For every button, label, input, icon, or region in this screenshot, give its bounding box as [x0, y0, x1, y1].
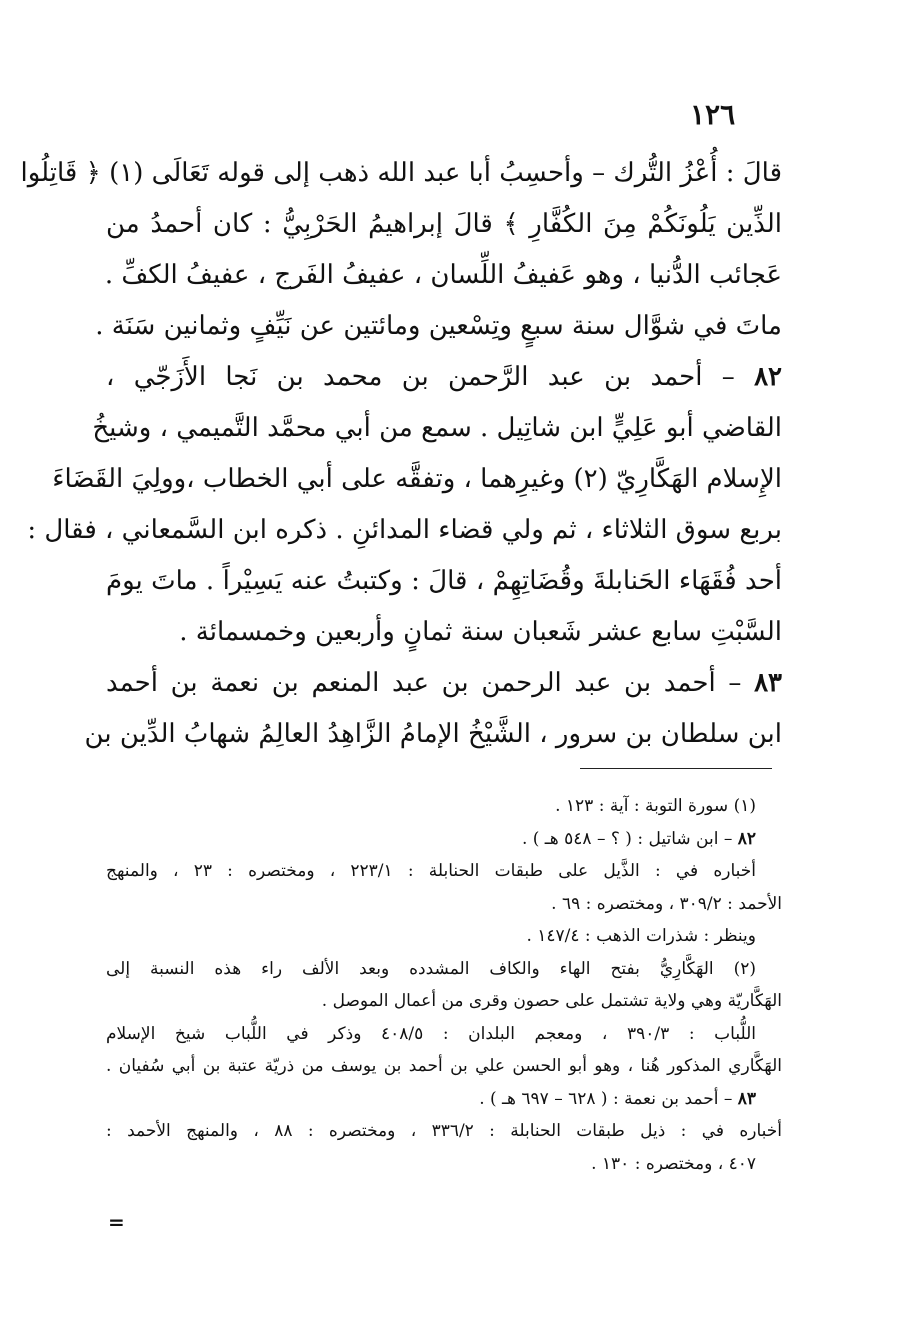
- main-text-content: قالَ : أُعْزُ التُّرك – وأحسِبُ أبا عبد الله ذهب إلى قوله تَعَالَى (١) ﴿ قَاتِلُوا: [20, 158, 782, 188]
- footnote-line: [106, 790, 782, 823]
- footnote-line: [106, 1148, 782, 1181]
- entry-number: ٨٣: [754, 668, 782, 698]
- footnote-content: وينظر : شذرات الذهب : ١٤٧/٤ .: [526, 926, 756, 946]
- footnote-line: [106, 985, 782, 1018]
- main-text-line: [92, 403, 782, 454]
- footnote-line: [106, 1050, 782, 1083]
- main-text-content: بربع سوق الثلاثاء ، ثم ولي قضاء المدائنِ . ذكره ابن السَّمعاني ، فقال :: [27, 515, 782, 545]
- footnote-line: [106, 888, 782, 921]
- main-text-line: [106, 250, 782, 301]
- main-text-line: [95, 301, 782, 352]
- footnote-entry-number: ٨٢: [737, 828, 756, 849]
- page-number: ١٢٦: [690, 98, 736, 131]
- main-text: [20, 148, 782, 760]
- footnote-content: الهَكَّاري المذكور هُنا ، وهو أبو الحسن علي بن أحمد بن يوسف من ذريّة عتبة بن أبي سُفيان .: [106, 1056, 782, 1076]
- main-text-content: ابن سلطان بن سرور ، الشَّيْخُ الإمامُ الزَّاهِدُ العالِمُ شهابُ الدِّين بن: [84, 719, 782, 749]
- footnote-content: أخباره في : ذيل طبقات الحنابلة : ٣٣٦/٢ ، ومختصره : ٨٨ ، والمنهج الأحمد :: [106, 1121, 783, 1141]
- footnote-line: [106, 953, 782, 986]
- footnote-content: الأحمد : ٣٠٩/٢ ، ومختصره : ٦٩ .: [551, 893, 782, 914]
- main-text-content: القاضي أبو عَلِيٍّ ابن شاتِيل . سمع من أبي محمَّد التَّميمي ، وشيخُ: [92, 413, 782, 443]
- footnote-content: (١) سورة التوبة : آية : ١٢٣ .: [555, 796, 756, 816]
- main-text-line: [106, 199, 782, 250]
- main-text-line: [106, 556, 782, 607]
- main-text-line: [27, 505, 782, 556]
- footnote-content: أخباره في : الذَّيل على طبقات الحنابلة : ٢٢٣/١ ، ومختصره : ٢٣ ، والمنهج: [106, 861, 756, 881]
- footnote-line: [106, 1115, 782, 1148]
- main-text-content: – أحمد بن عبد الرحمن بن عبد المنعم بن نعمة بن أحمد: [106, 668, 755, 698]
- footnote-divider: [580, 768, 772, 769]
- footnote-line: [106, 1018, 782, 1051]
- main-text-content: عَجائب الدُّنيا ، وهو عَفيفُ اللِّسان ، عفيفُ الفَرج ، عفيفُ الكفِّ .: [104, 260, 782, 290]
- footnote-content: – ابن شاتيل : ( ؟ – ٥٤٨ هـ ) .: [521, 828, 738, 849]
- main-text-content: الإِسلام الهَكَّارِيّ (٢) وغيرِهما ، وتفقَّه على أبي الخطاب ،وولِيَ القَضَاءَ: [52, 464, 782, 494]
- main-text-content: السَّبْتِ سابع عشر شَعبان سنة ثمانٍ وأربعين وخمسمائة .: [179, 617, 782, 647]
- footnote-line: [106, 855, 782, 888]
- footnote-content: اللُّباب : ٣٩٠/٣ ، ومعجم البلدان : ٤٠٨/٥ وذكر في اللُّباب شيخ الإسلام: [106, 1023, 756, 1044]
- footnote-content: ٤٠٧ ، ومختصره : ١٣٠ .: [591, 1153, 756, 1174]
- main-text-line: [106, 658, 782, 709]
- footnote-content: (٢) الهَكَّارِيُّ بفتح الهاء والكاف المشدده وبعد الألف راء هذه النسبة إلى: [106, 958, 756, 979]
- main-text-content: ماتَ في شوَّال سنة سبعٍ وتِسْعين ومائتين عن نَيِّفٍ وثمانين سَنَة .: [95, 311, 782, 341]
- main-text-line: [52, 454, 782, 505]
- footnote-line: [106, 823, 782, 856]
- footnote-entry-number: ٨٣: [737, 1088, 756, 1109]
- main-text-content: الذِّين يَلُونَكُمْ مِنَ الكُفَّارِ ﴾ قالَ إبراهيمُ الحَرْبِيُّ : كان أحمدُ من: [106, 209, 782, 239]
- continuation-mark: =: [108, 1210, 125, 1234]
- footnote-line: [106, 1083, 782, 1116]
- footnote-content: الهَكَّاريّة وهي ولاية تشتمل على حصون وقرى من أعمال الموصل .: [321, 991, 782, 1011]
- footnotes: [106, 790, 782, 1180]
- main-text-line: [106, 352, 782, 403]
- main-text-content: – أحمد بن عبد الرَّحمن بن محمد بن نَجا الأَزَجّي ،: [106, 362, 755, 392]
- entry-number: ٨٢: [754, 362, 782, 392]
- footnote-content: – أحمد بن نعمة : ( ٦٢٨ – ٦٩٧ هـ ) .: [479, 1088, 738, 1109]
- footnote-line: [106, 920, 782, 953]
- main-text-line: [106, 607, 782, 658]
- main-text-line: [84, 709, 782, 760]
- main-text-content: أحد فُقَهَاء الحَنابلةَ وقُضَاتِهِمْ ، قالَ : وكتبتُ عنه يَسِيْراً . ماتَ يومَ: [106, 566, 782, 596]
- main-text-line: [20, 148, 782, 199]
